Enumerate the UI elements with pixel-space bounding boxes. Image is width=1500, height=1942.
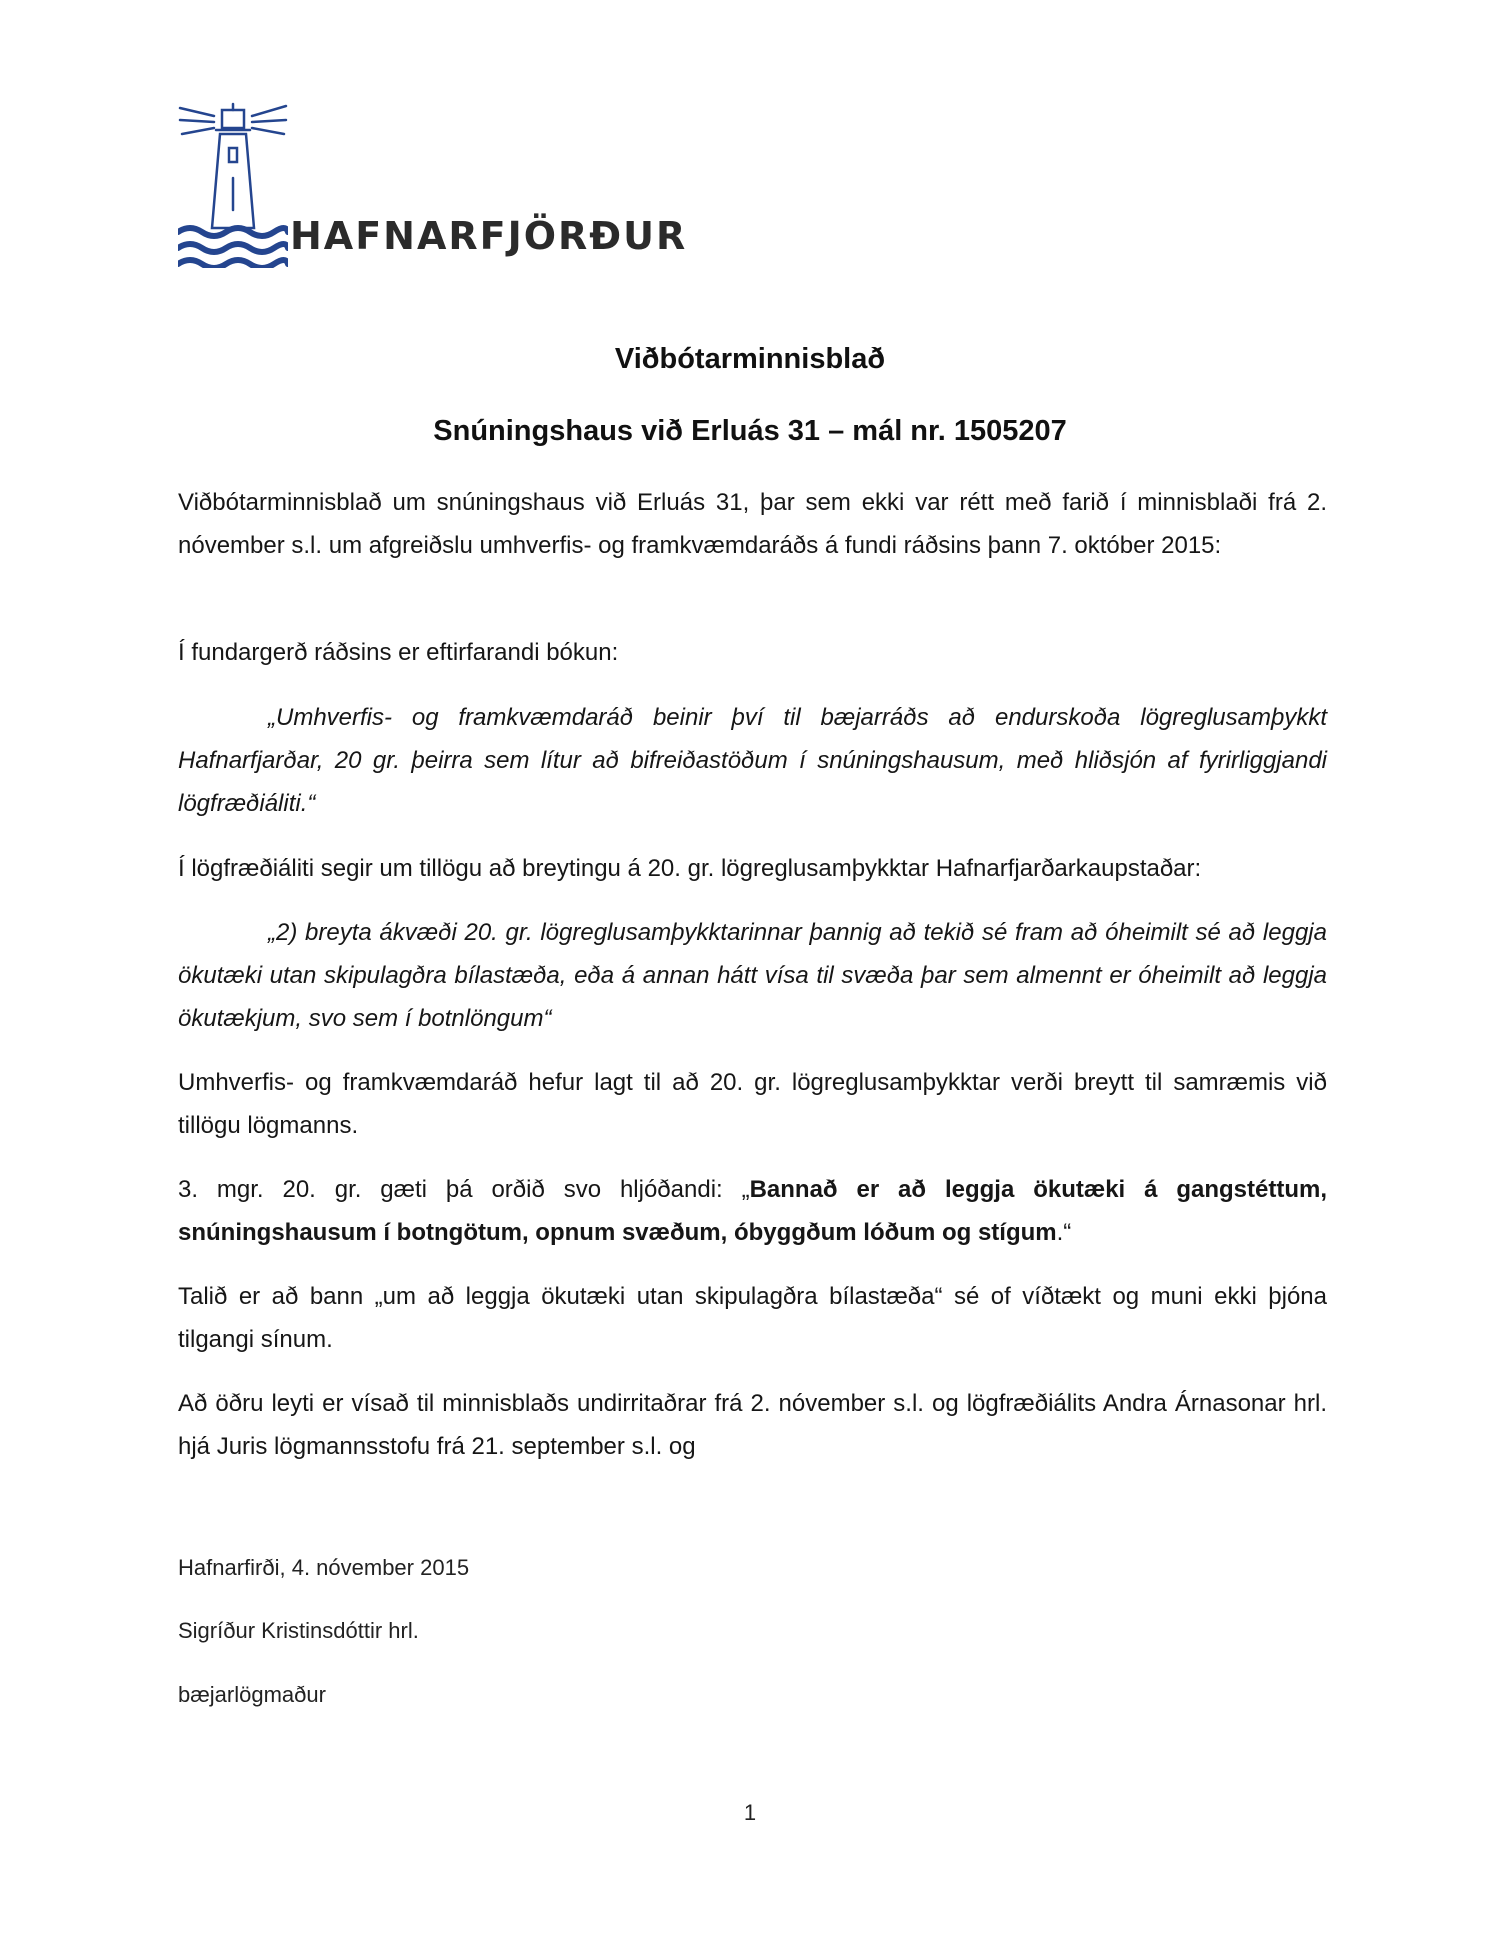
signature-name: Sigríður Kristinsdóttir hrl. <box>178 1618 419 1643</box>
mgr-prefix: 3. mgr. 20. gr. gæti þá orðið svo hljóðandi: „ <box>178 1176 750 1203</box>
odru-paragraph: Að öðru leyti er vísað til minnisblaðs undirritaðrar frá 2. nóvember s.l. og lögfræðiálits Andra Árnasonar hrl. hjá Juris lögmannsstofu frá 21. september s.l. og <box>178 1390 1327 1460</box>
hafnarfjordur-logo <box>178 98 688 268</box>
quote-logfraedi: „2) breyta ákvæði 20. gr. lögreglusamþykktarinnar þannig að tekið sé fram að óheimilt sé að leggja ökutæki utan skipulagðra bílastæða, eða á annan hátt vísa til svæða þar sem almennt er óheimilt að leggja ökutækjum, svo sem í botnlöngum“ <box>178 919 1327 1032</box>
document-subtitle: Snúningshaus við Erluás 31 – mál nr. 1505207 <box>433 415 1067 447</box>
logo-text: HAFNARFJÖRÐUR <box>290 214 688 258</box>
intro-paragraph: Viðbótarminnisblað um snúningshaus við Erluás 31, þar sem ekki var rétt með farið í minnisblaði frá 2. nóvember s.l. um afgreiðslu umhverfis- og framkvæmdaráðs á fundi ráðsins þann 7. október 2015: <box>178 489 1327 559</box>
lighthouse-icon <box>178 98 288 268</box>
talid-paragraph: Talið er að bann „um að leggja ökutæki utan skipulagðra bílastæða“ sé of víðtækt og muni ekki þjóna tilgangi sínum. <box>178 1283 1327 1353</box>
signature-role: bæjarlögmaður <box>178 1682 326 1707</box>
page-number: 1 <box>743 1800 757 1825</box>
umhverfis-paragraph: Umhverfis- og framkvæmdaráð hefur lagt til að 20. gr. lögreglusamþykktar verði breytt til samræmis við tillögu lögmanns. <box>178 1069 1327 1139</box>
fundargerd-paragraph: Í fundargerð ráðsins er eftirfarandi bókun: <box>178 639 619 666</box>
mgr-suffix: .“ <box>1056 1219 1072 1246</box>
signature-place-date: Hafnarfirði, 4. nóvember 2015 <box>178 1555 470 1580</box>
logfraedi-paragraph: Í lögfræðiáliti segir um tillögu að breytingu á 20. gr. lögreglusamþykktar Hafnarfjarðarkaupstaðar: <box>178 855 1202 882</box>
quote-bokun: „Umhverfis- og framkvæmdaráð beinir því til bæjarráðs að endurskoða lögreglusamþykkt Hafnarfjarðar, 20 gr. þeirra sem lítur að bifreiðastöðum í snúningshausum, með hliðsjón af fyrirliggjandi lögfræðiáliti.“ <box>178 704 1327 817</box>
mgr-paragraph <box>178 1168 1327 1254</box>
mgr-bold-text: Bannað er að leggja ökutæki á gangstéttum, snúningshausum í botngötum, opnum svæðum, óbyggðum lóðum og stígum <box>178 1176 1327 1246</box>
document-title: Viðbótarminnisblað <box>614 343 886 375</box>
